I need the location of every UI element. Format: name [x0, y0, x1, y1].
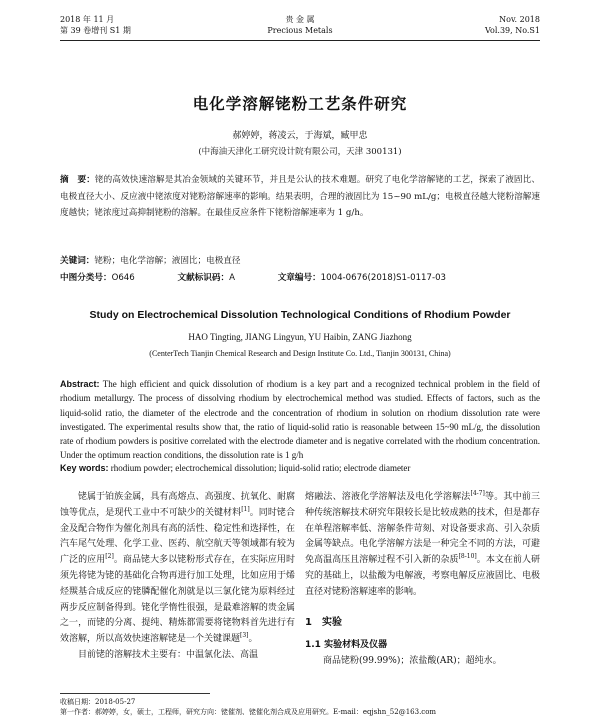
keywords-cn-label: 关键词：: [60, 256, 95, 266]
abstract-cn-label: 摘 要：: [60, 175, 95, 185]
header-rule: [60, 40, 540, 41]
abstract-en-text: The high efficient and quick dissolution of rhodium is a key part and a recognized technical problem in the field of rhodium metallurgy. The process of dissolving rhodium by electrochemical method was studied. Effects of factors, such as the liquid-solid ratio, the diameter of the electrode and the concentration of rhodium in solution on rhodium dissolution rate were investigated. The experimental results show that, the ratio of liquid-solid ratio is reasonable between 15~90 mL/g, the dissolution rate of rhodium powders is positive correlated with the electrode diameter and is negative correlated with the rhodium concentration. Under the optimum reaction conditions, the dissolution rate is 1 g/h: [60, 379, 540, 461]
citation-8-10[interactable]: [8-10]: [458, 553, 477, 561]
footnote-rule: [60, 693, 210, 694]
header-volume-cn: 第 39 卷增刊 S1 期: [60, 26, 131, 35]
header-date: 2018 年 11 月: [60, 15, 115, 24]
body-column-left: [60, 490, 295, 664]
citation-4-7[interactable]: [4-7]: [470, 490, 485, 497]
doc-code-label: 文献标识码：: [177, 273, 230, 283]
intro-paragraph-1: [60, 490, 295, 648]
intro-text-end: 。: [248, 634, 258, 645]
intro-text-2: 。同时铑合金及配合物作为催化剂具有高的活性、稳定性和选择性，在汽车尾气处理、化学工业、医药、航空航天等领域都有较为广泛的应用: [60, 507, 295, 566]
affiliation-cn: (中海油天津化工研究设计院有限公司，天津 300131): [198, 147, 402, 157]
journal-name-en: Precious Metals: [267, 26, 333, 35]
citation-1[interactable]: [1]: [241, 505, 250, 513]
intro-text-5: 等。其中前三种传统溶解技术研究年限较长是比较成熟的技术，但是都存在单程溶解率低、溶解条件苛刻、对设备要求高、引入杂质金属等缺点。电化学溶解方法是一种完全不同的方法，可避免高温高压且溶解过程不引入新的杂质: [305, 492, 540, 566]
abstract-en-label: Abstract:: [60, 379, 100, 389]
footnote-author-info: 第一作者：郝婷婷，女，硕士，工程师，研究方向：铑催剂、铑催化剂合成及应用研究。E-mail：eqjshn_52@163.com: [60, 708, 437, 716]
paper-title-cn: 电化学溶解铑粉工艺条件研究: [192, 94, 408, 113]
header-volume-en: Vol.39, No.S1: [484, 26, 540, 35]
intro-text-6: 。本文在前人研究的基础上，以盐酸为电解液，考察电解反应液固比、电极直径对铑粉溶解速率的影响。: [305, 555, 540, 597]
keywords-en-text: rhodium powder; electrochemical dissolution; liquid-solid ratio; electrode diameter: [108, 463, 411, 473]
abstract-en: [60, 377, 540, 463]
citation-2[interactable]: [2]: [105, 553, 114, 561]
keywords-en: [60, 463, 540, 473]
intro-text-4: 熔融法、溶液化学溶解法及电化学溶解法: [305, 492, 471, 502]
affiliation-en: (CenterTech Tianjin Chemical Research and Design Institute Co. Ltd., Tianjin 300131, China): [149, 349, 451, 358]
article-number: [278, 273, 466, 283]
body-column-right: [305, 490, 540, 670]
keywords-cn: [60, 254, 540, 266]
classification-line: [60, 271, 540, 283]
clc-value: O646: [111, 273, 135, 283]
intro-paragraph-2: 目前铑的溶解技术主要有：中温氯化法、高温: [78, 649, 259, 660]
subsection-heading-materials: 1.1 实验材料及仪器: [305, 640, 388, 651]
journal-name-cn: 贵 金 属: [285, 15, 315, 24]
materials-paragraph: 商品铑粉(99.99%)；浓盐酸(AR)；超纯水。: [323, 656, 502, 667]
page-header: [60, 14, 540, 44]
keywords-en-label: Key words:: [60, 463, 109, 473]
authors-cn: 郝婷婷，蒋凌云，于海斌，臧甲忠: [232, 131, 368, 141]
intro-paragraph-3: [305, 490, 540, 601]
citation-3[interactable]: [3]: [240, 632, 249, 640]
keywords-cn-text: 铑粉；电化学溶解；液固比；电极直径: [94, 256, 241, 266]
clc-label: 中图分类号：: [60, 273, 112, 283]
header-center: [60, 14, 540, 36]
authors-en: HAO Tingting, JIANG Lingyun, YU Haibin, ZANG Jiazhong: [188, 332, 412, 342]
doc-code-value: A: [229, 273, 235, 283]
header-date-en: Nov. 2018: [499, 15, 540, 24]
section-heading-experiment: 1 实验: [305, 616, 342, 628]
intro-text-3: 。商品铑大多以铑粉形式存在，在实际应用时须先将铑为铑的基础化合物再进行加工处理，比如应用于烯烃羰基合成反应的铑膦配催化剂就是以三氯化铑为原料经过两步反应制备得到。铑化学惰性很强，是最难溶解的贵金属之一，而铑的分离、提纯、精炼都需要将铑物料首先进行有效溶解，所以高效快速溶解铑是一个关键课题: [60, 555, 295, 645]
footnote: [60, 697, 540, 717]
abstract-cn-text: 铑的高效快速溶解是其冶金领域的关键环节，并且是公认的技术难题。研究了电化学溶解铑的工艺，探索了液固比、电极直径大小、反应液中铑浓度对铑粉溶解速率的影响。结果表明，合理的液固比为 15~90 mL/g；电极直径越大铑粉溶解速度越快；铑浓度过高抑制铑粉的溶解。在最佳反应条件下铑粉溶解速率为 1 g/h。: [60, 175, 540, 218]
paper-title-en: Study on Electrochemical Dissolution Technological Conditions of Rhodium Powder: [89, 309, 511, 321]
abstract-cn: [60, 172, 540, 222]
intro-text-1: 铑属于铂族金属，具有高熔点、高强度、抗氧化、耐腐蚀等优点，是现代工业中不可缺少的关键材料: [60, 492, 295, 518]
article-number-label: 文章编号：: [277, 273, 321, 283]
doc-code: [177, 273, 254, 283]
header-right: [485, 14, 540, 36]
footnote-received: 收稿日期：2018-05-27: [60, 698, 136, 706]
clc-number: [60, 273, 155, 283]
article-number-value: 1004-0676(2018)S1-0117-03: [320, 273, 447, 283]
